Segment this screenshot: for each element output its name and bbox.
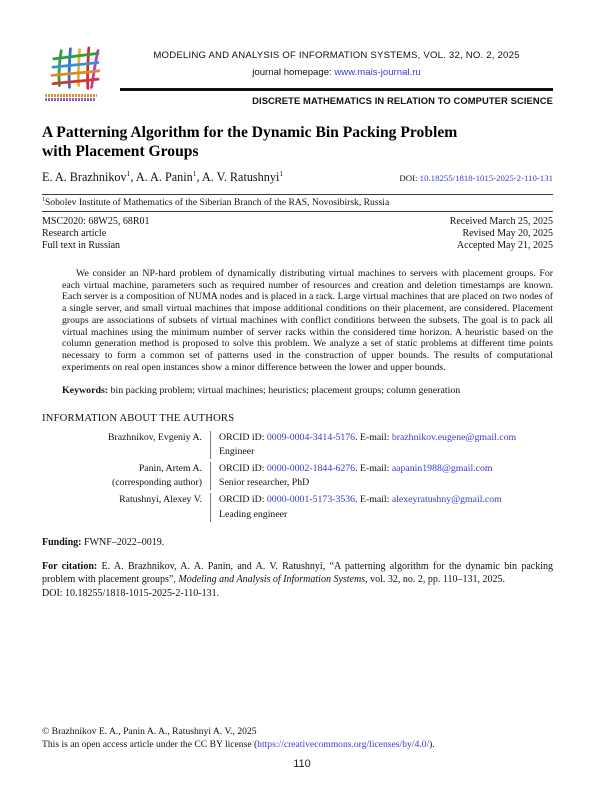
author-role: Leading engineer	[219, 508, 288, 520]
page-number: 110	[293, 758, 311, 770]
author-role: Senior researcher, PhD	[219, 477, 310, 489]
author-separator: ,	[130, 169, 136, 184]
author-orcid-email-line	[219, 431, 516, 445]
author-orcid-email-line	[219, 493, 502, 507]
msc-line: MSC2020: 68W25, 68R01	[42, 215, 150, 227]
authors-line	[42, 169, 283, 185]
author-info-row	[42, 493, 553, 521]
doi-link[interactable]: 10.18255/1818-1015-2025-2-110-131	[419, 172, 553, 183]
keywords-text: bin packing problem; virtual machines; heuristics; placement groups; column generation	[108, 384, 461, 396]
author-display-name: Ratushnyi, Alexey V.	[119, 494, 202, 506]
citation-journal-name: Modeling and Analysis of Information Systems	[178, 574, 366, 586]
doi-line	[399, 173, 553, 183]
author-name: A. A. Panin	[135, 169, 193, 184]
author-affil-sup: 1	[126, 168, 131, 178]
journal-homepage-line	[120, 67, 553, 78]
author-orcid-email-line	[219, 462, 493, 476]
citation-doi-line: DOI: 10.18255/1818-1015-2025-2-110-131.	[42, 587, 220, 599]
keywords-label: Keywords:	[62, 384, 109, 396]
doi-label: DOI:	[399, 172, 420, 183]
journal-title-line: MODELING AND ANALYSIS OF INFORMATION SYSTEMS, VOL. 32, NO. 2, 2025	[153, 50, 520, 61]
article-title-line1: A Patterning Algorithm for the Dynamic Bin Packing Problem	[42, 123, 458, 141]
author-separator: ,	[196, 169, 202, 184]
author-affil-sup: 1	[192, 168, 197, 178]
license-text: This is an open access article under the CC BY license (	[42, 738, 258, 750]
orcid-label: ORCID iD:	[219, 494, 267, 506]
author-role: Engineer	[219, 445, 255, 457]
author-name: A. V. Ratushnyi	[201, 169, 280, 184]
article-title	[42, 123, 553, 162]
author-details-cell	[210, 431, 516, 459]
email-label: . E-mail:	[355, 431, 392, 443]
revised-date: Revised May 20, 2025	[462, 227, 553, 239]
author-affil-sup: 1	[279, 168, 284, 178]
author-name-cell	[42, 493, 210, 521]
orcid-label: ORCID iD:	[219, 462, 267, 474]
citation-text-end: , vol. 32, no. 2, pp. 110–131, 2025.	[365, 574, 506, 586]
meta-right	[450, 216, 553, 252]
funding	[42, 537, 553, 548]
meta-left	[42, 216, 150, 252]
affiliation-text: Sobolev Institute of Mathematics of the Siberian Branch of the RAS, Novosibirsk, Russia	[44, 196, 390, 208]
authors-info-heading: INFORMATION ABOUT THE AUTHORS	[42, 412, 235, 424]
keywords	[62, 385, 553, 396]
license-text-end: ).	[429, 738, 435, 750]
author-details-cell	[210, 462, 493, 490]
homepage-link[interactable]: www.mais-journal.ru	[334, 67, 421, 78]
funding-label: Funding:	[42, 536, 82, 548]
citation-text: E. A. Brazhnikov, A. A. Panin, and A. V. Ratushnyi, “A patterning algorithm for the dynamic bin packing problem with placement groups”,	[42, 560, 553, 586]
journal-header	[42, 46, 553, 106]
author-details-cell	[210, 493, 502, 521]
fulltext-language: Full text in Russian	[42, 239, 121, 251]
abstract: We consider an NP-hard problem of dynamically distributing virtual machines to servers with placement groups. For each virtual machine, parameters such as required number of resources and creation and deletion timestamps are known. Each server is a composition of NUMA nodes and is placed in a rack. Large virtual machines that are placed on two nodes of a single server, and small virtual machines that impose additional conditions on their placement, are considered. Placement groups are associations of subsets of virtual machines with conflict conditions between the subsets. The goal is to pack all virtual machines using the minimum number of server racks within the considered time horizon. A heuristic based on the column generation method is proposed to solve this problem. We analyze a set of static problems at different time points necessary to form a common set of patterns used in the construction of upper bounds. The results of computational experiments on real open instances show a minor difference between the lower and upper bounds.	[62, 267, 553, 373]
email-link[interactable]: aapanin1988@gmail.com	[391, 462, 493, 474]
orcid-link[interactable]: 0009-0004-3414-5176	[266, 431, 356, 443]
article-title-line2: with Placement Groups	[42, 143, 199, 161]
email-link[interactable]: brazhnikov.eugene@gmail.com	[391, 431, 517, 443]
author-name-cell	[42, 431, 210, 459]
affiliation-band	[42, 194, 553, 212]
email-label: . E-mail:	[355, 494, 392, 506]
logo-caption	[45, 94, 107, 101]
accepted-date: Accepted May 21, 2025	[456, 239, 553, 251]
page-footer	[42, 726, 553, 752]
license-link[interactable]: https://creativecommons.org/licenses/by/4.0/	[257, 738, 430, 750]
author-name-cell	[42, 462, 210, 490]
author-name: E. A. Brazhnikov	[42, 169, 127, 184]
orcid-label: ORCID iD:	[219, 431, 267, 443]
license-line	[42, 739, 553, 752]
orcid-link[interactable]: 0000-0001-5173-3536	[266, 494, 356, 506]
affiliation-sup: 1	[42, 196, 45, 203]
author-info-row	[42, 462, 553, 490]
author-display-name: Panin, Artem A.	[138, 462, 202, 474]
section-label: DISCRETE MATHEMATICS IN RELATION TO COMPUTER SCIENCE	[252, 94, 553, 106]
journal-logo	[45, 46, 107, 102]
copyright-line: © Brazhnikov E. A., Panin A. A., Ratushnyi A. V., 2025	[42, 726, 257, 737]
orcid-link[interactable]: 0000-0002-1844-6276	[266, 462, 356, 474]
email-link[interactable]: alexeyratushny@gmail.com	[391, 494, 502, 506]
article-meta	[42, 216, 553, 252]
author-info-row	[42, 431, 553, 459]
article-type: Research article	[42, 227, 107, 239]
author-display-name: Brazhnikov, Evgeniy A.	[107, 431, 202, 443]
header-rule	[120, 88, 553, 91]
homepage-label: journal homepage:	[252, 67, 335, 78]
citation-label: For citation:	[42, 560, 98, 572]
email-label: . E-mail:	[355, 462, 392, 474]
affiliation	[42, 197, 553, 208]
citation	[42, 560, 553, 601]
colorful-grid-logo-icon	[45, 46, 107, 92]
authors-info-table	[42, 431, 553, 522]
received-date: Received March 25, 2025	[449, 215, 553, 227]
authors-row	[42, 169, 553, 185]
author-name-note: (corresponding author)	[111, 477, 202, 489]
funding-text: FWNF–2022–0019.	[81, 536, 165, 548]
